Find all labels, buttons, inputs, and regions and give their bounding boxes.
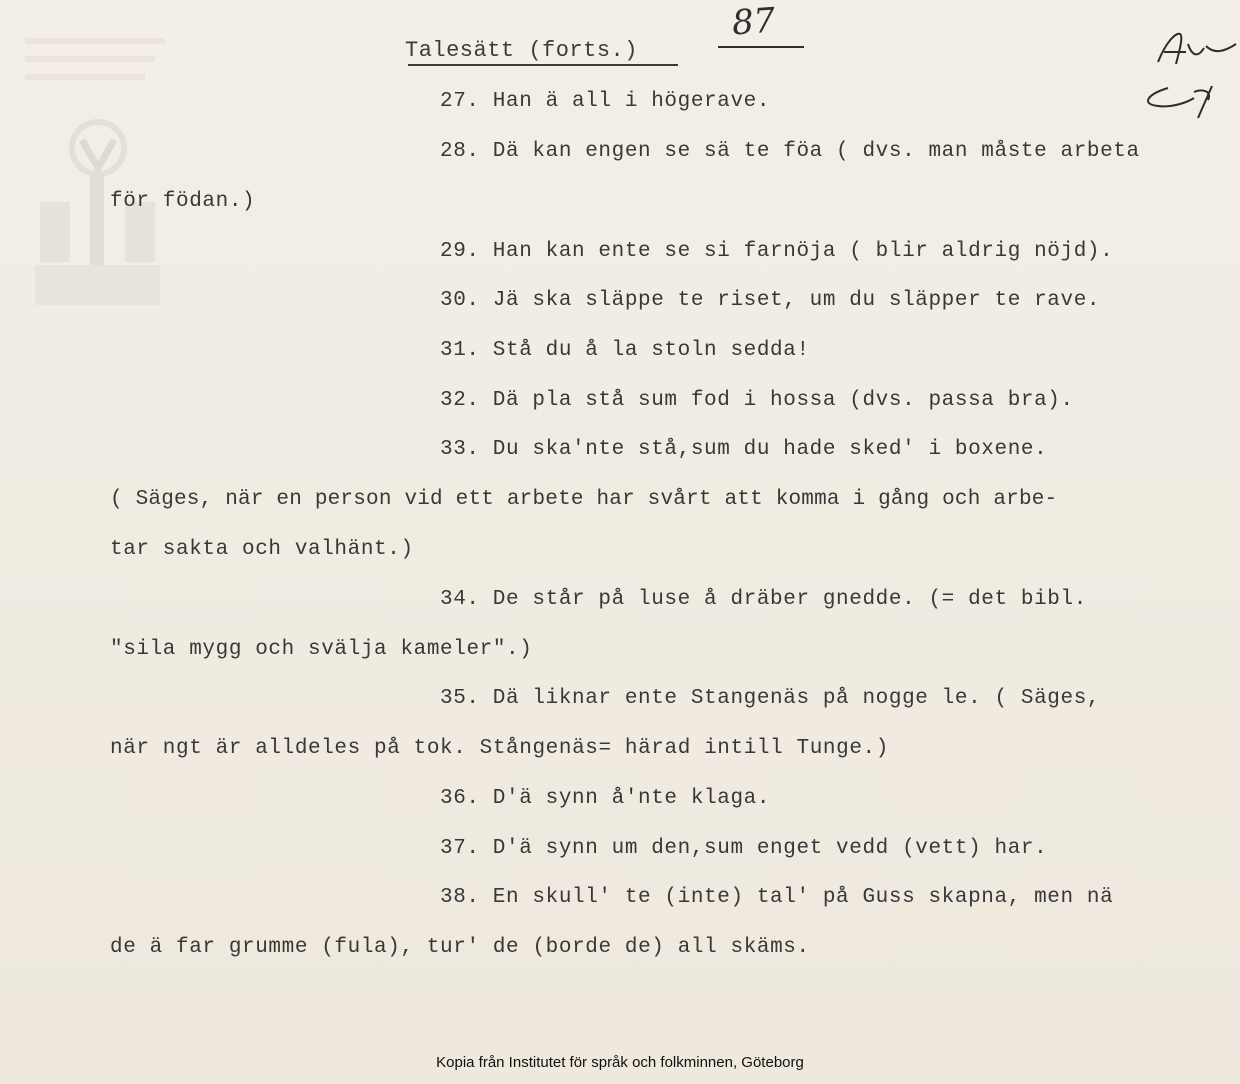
title-underline — [408, 64, 678, 66]
text-line: 30. Jä ska släppe te riset, um du släpper te rave. — [440, 289, 1101, 312]
text-line: 35. Dä liknar ente Stangenäs på nogge le. ( Säges, — [440, 687, 1101, 710]
text-line: 28. Dä kan engen se sä te föa ( dvs. man måste arbeta — [440, 140, 1140, 163]
text-line: 34. De står på luse å dräber gnedde. (= det bibl. — [440, 588, 1087, 611]
text-line: tar sakta och valhänt.) — [110, 538, 414, 561]
archive-footer: Kopia från Institutet för språk och folkminnen, Göteborg — [436, 1054, 804, 1071]
text-line: 29. Han kan ente se si farnöja ( blir aldrig nöjd). — [440, 240, 1114, 263]
text-line: de ä far grumme (fula), tur' de (borde de) all skäms. — [110, 936, 810, 959]
text-line: 36. D'ä synn å'nte klaga. — [440, 787, 771, 810]
handwritten-page-number: 87 — [730, 0, 777, 44]
text-line: ( Säges, när en person vid ett arbete har svårt att komma i gång och arbe- — [110, 488, 1058, 511]
faded-letterhead — [20, 30, 180, 90]
text-line: 31. Stå du å la stoln sedda! — [440, 339, 810, 362]
text-line: när ngt är alldeles på tok. Stångenäs= härad intill Tunge.) — [110, 737, 889, 760]
text-line: 37. D'ä synn um den,sum enget vedd (vett) har. — [440, 837, 1048, 860]
text-line: 27. Han ä all i högerave. — [440, 90, 771, 113]
page-number-underline — [718, 46, 804, 48]
archive-stamp-icon — [30, 110, 165, 320]
text-line: 33. Du ska'nte stå,sum du hade sked' i boxene. — [440, 438, 1048, 461]
text-line: 32. Dä pla stå sum fod i hossa (dvs. passa bra). — [440, 389, 1074, 412]
handwritten-margin-note — [1128, 22, 1240, 122]
text-line: för födan.) — [110, 190, 256, 213]
page-title: Talesätt (forts.) — [405, 38, 638, 63]
text-line: "sila mygg och svälja kameler".) — [110, 638, 533, 661]
text-line: 38. En skull' te (inte) tal' på Guss skapna, men nä — [440, 886, 1114, 909]
